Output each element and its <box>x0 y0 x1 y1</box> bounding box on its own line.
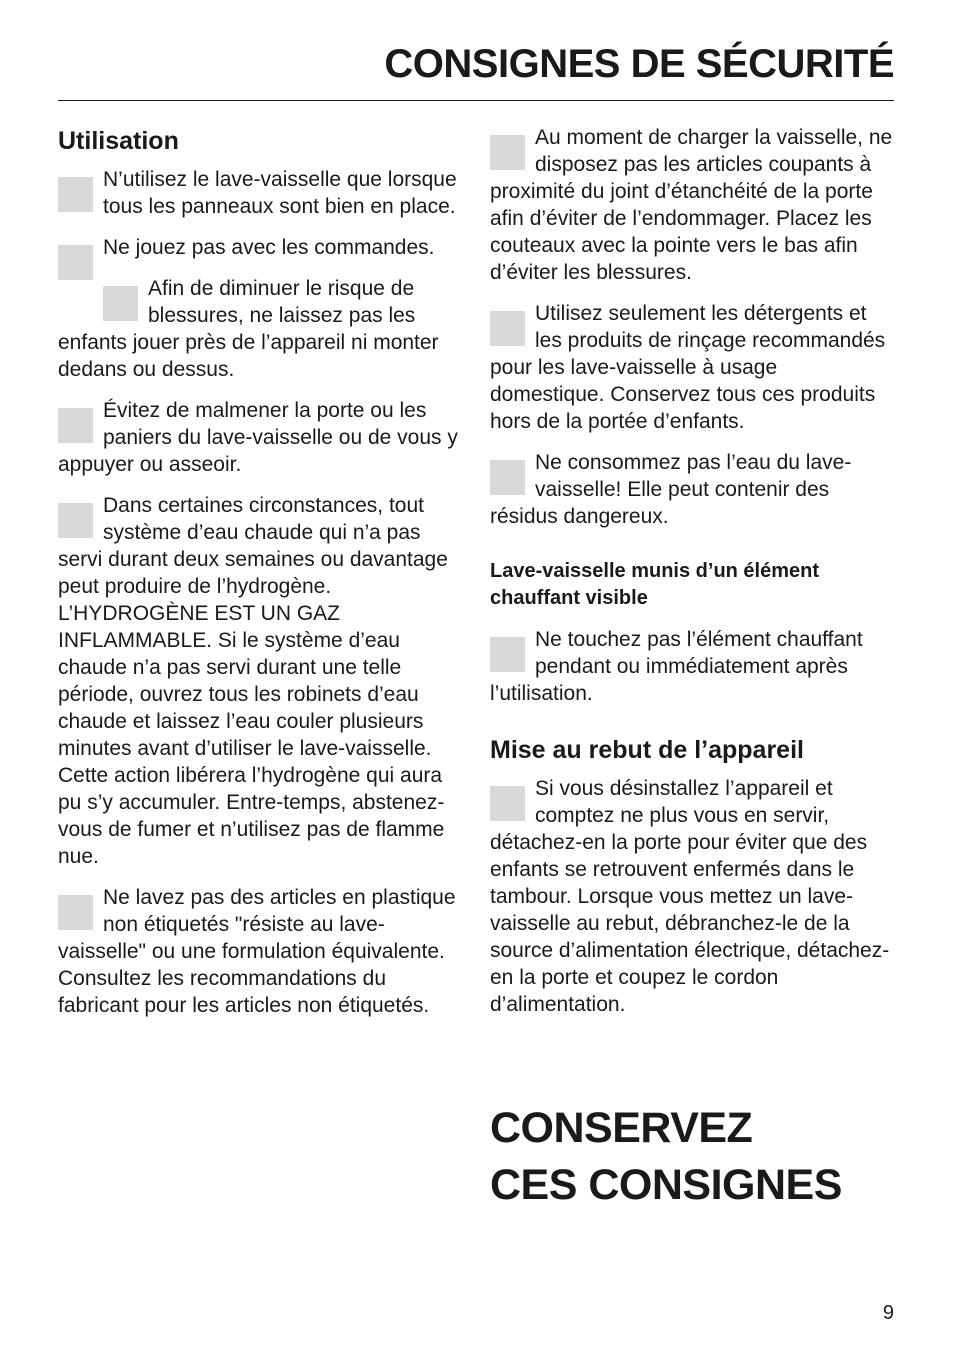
bullet-square-icon <box>58 408 93 443</box>
left-column <box>58 124 463 1033</box>
title-divider <box>58 100 894 101</box>
bullet-square-icon <box>490 637 525 672</box>
safety-item <box>490 124 895 286</box>
bullet-square-icon <box>58 177 93 212</box>
bullet-square-icon <box>58 503 93 538</box>
closing-notice <box>490 1100 842 1214</box>
bullet-square-icon <box>490 311 525 346</box>
safety-item-text: Au moment de charger la vaisselle, ne disposez pas les articles coupants à proximité du joint d’étanchéité de la porte afin d’éviter de l’endommager. Placez les couteaux avec la pointe vers le bas afin d’éviter les blessures. <box>490 126 893 284</box>
safety-item-text: Si vous désinstallez l’appareil et comptez ne plus vous en servir, détachez-en la porte pour éviter que des enfants se retrouvent enfermés dans le tambour. Lorsque vous mettez un lave-vaisselle au rebut, débranchez-le de la source d’alimentation électrique, détachez-en la porte et coupez le cordon d’alimentation. <box>490 777 890 1016</box>
page-title: CONSIGNES DE SÉCURITÉ <box>384 42 894 86</box>
closing-line-2: CES CONSIGNES <box>490 1161 842 1209</box>
closing-line-1: CONSERVEZ <box>490 1104 753 1152</box>
safety-item-text: Utilisez seulement les détergents et les produits de rinçage recommandés pour les lave-vaisselle à usage domestique. Conservez tous ces produits hors de la portée d’enfants. <box>490 302 886 433</box>
safety-item-text: Évitez de malmener la porte ou les paniers du lave-vaisselle ou de vous y appuyer ou asseoir. <box>58 399 458 476</box>
safety-item <box>58 275 463 383</box>
subsection-heading-heating-element: Lave-vaisselle munis d’un élément chauffant visible <box>490 560 820 609</box>
bullet-square-icon <box>58 245 93 280</box>
right-column <box>490 124 895 1032</box>
section-heading-disposal: Mise au rebut de l’appareil <box>490 736 804 764</box>
bullet-square-icon <box>490 786 525 821</box>
bullet-square-icon <box>58 895 93 930</box>
safety-item-text: Ne consommez pas l’eau du lave-vaisselle! Elle peut contenir des résidus dangereux. <box>490 451 852 528</box>
safety-item <box>58 234 463 261</box>
safety-item-text: N’utilisez le lave-vaisselle que lorsque tous les panneaux sont bien en place. <box>103 168 457 218</box>
section-heading-utilisation: Utilisation <box>58 127 179 155</box>
safety-item <box>490 626 895 707</box>
safety-item-text: Ne lavez pas des articles en plastique non étiquetés "résiste au lave-vaisselle" ou une formulation équivalente. Consultez les recommandations du fabricant pour les articles non étiquetés. <box>58 886 456 1017</box>
safety-item <box>490 449 895 530</box>
safety-item <box>58 492 463 870</box>
page-number: 9 <box>882 1302 894 1324</box>
safety-item <box>58 884 463 1019</box>
safety-item <box>58 397 463 478</box>
safety-item-text: Dans certaines circonstances, tout système d’eau chaude qui n’a pas servi durant deux semaines ou davantage peut produire de l’hydrogène. L’HYDROGÈNE EST UN GAZ INFLAMMABLE. Si le système d’eau chaude n’a pas servi durant une telle période, ouvrez tous les robinets d’eau chaude et laissez l’eau couler plusieurs minutes avant d’utiliser le lave-vaisselle. Cette action libérera l’hydrogène qui aura pu s’y accumuler. Entre-temps, abstenez-vous de fumer et n’utilisez pas de flamme nue. <box>58 494 448 868</box>
safety-item <box>490 300 895 435</box>
safety-item <box>58 166 463 220</box>
bullet-square-icon <box>490 135 525 170</box>
safety-item-text: Ne touchez pas l’élément chauffant pendant ou immédiatement après l’utilisation. <box>490 628 863 705</box>
safety-item-text: Ne jouez pas avec les commandes. <box>103 236 435 259</box>
safety-item <box>490 775 895 1018</box>
safety-item-text: Afin de diminuer le risque de blessures, ne laissez pas les enfants jouer près de l’appareil ni monter dedans ou dessus. <box>58 277 439 381</box>
bullet-square-icon <box>103 286 138 321</box>
bullet-square-icon <box>490 460 525 495</box>
